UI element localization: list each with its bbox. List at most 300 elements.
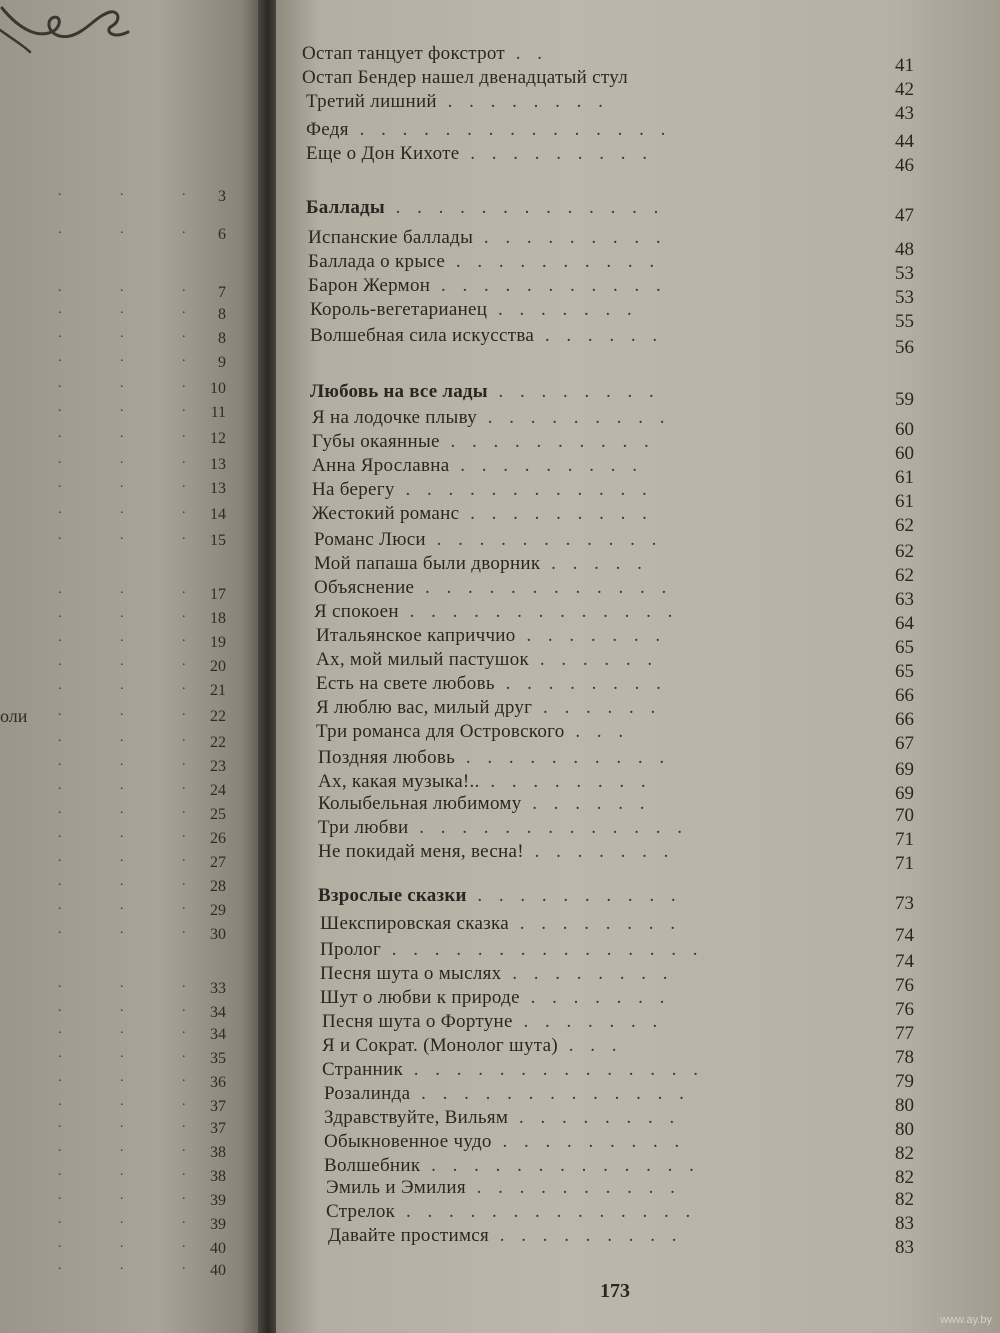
- toc-entry-title: Розалинда: [324, 1083, 411, 1104]
- toc-leader-dots: . . . . . . . . . . .: [436, 529, 663, 550]
- leader-dot: .: [182, 350, 186, 365]
- toc-entry: [318, 792, 914, 826]
- toc-leader-dots: . . . . . . .: [523, 1011, 664, 1032]
- left-page: [0, 0, 262, 1333]
- toc-leader-dots: . . . . . . . . .: [470, 503, 653, 524]
- toc-entry: [308, 274, 914, 308]
- toc-entry: [310, 324, 914, 358]
- leader-dot: .: [120, 630, 124, 645]
- toc-entry: [320, 938, 914, 972]
- toc-entry-title: Волшебник: [324, 1155, 421, 1176]
- toc-entry: [316, 672, 914, 706]
- leader-dot: .: [58, 582, 62, 597]
- leader-dot: .: [120, 1258, 124, 1273]
- toc-entry-title: Я и Сократ. (Монолог шута): [322, 1035, 558, 1056]
- leader-dot: .: [182, 222, 186, 237]
- leader-dot: .: [182, 922, 186, 937]
- leader-dot: .: [182, 898, 186, 913]
- left-page-number: 25: [210, 806, 226, 823]
- toc-entry-page: 42: [895, 79, 914, 100]
- leader-dot: .: [58, 184, 62, 199]
- left-page-number: 7: [218, 284, 226, 301]
- toc-entry: [314, 552, 914, 586]
- left-page-number: 34: [210, 1004, 226, 1021]
- toc-entry-title: Барон Жермон: [308, 275, 431, 296]
- toc-leader-dots: . . .: [568, 1035, 623, 1056]
- leader-dot: .: [58, 898, 62, 913]
- toc-leader-dots: . . . . . . . . . .: [477, 885, 682, 906]
- left-page-number: 21: [210, 682, 226, 699]
- leader-dot: .: [182, 630, 186, 645]
- toc-entry-title: На берегу: [312, 479, 395, 500]
- toc-entry-title: Три романса для Островского: [316, 721, 565, 742]
- left-page-number: 40: [210, 1262, 226, 1279]
- toc-leader-dots: . . . . . . . . . .: [450, 431, 655, 452]
- leader-dot: .: [58, 326, 62, 341]
- toc-entry: [324, 1130, 914, 1164]
- leader-dot: .: [120, 1236, 124, 1251]
- toc-entry-page: 44: [895, 131, 914, 152]
- toc-entry-page: 43: [895, 103, 914, 124]
- toc-entry-title: Песня шута о Фортуне: [322, 1011, 513, 1032]
- leader-dot: .: [58, 1000, 62, 1015]
- toc-entry: [326, 1176, 914, 1210]
- toc-entry-page: 62: [895, 565, 914, 586]
- leader-dot: .: [58, 1070, 62, 1085]
- leader-dot: .: [120, 730, 124, 745]
- leader-dot: .: [182, 452, 186, 467]
- leader-dot: .: [120, 678, 124, 693]
- toc-entry: [326, 1200, 914, 1234]
- leader-dot: .: [120, 704, 124, 719]
- leader-dot: .: [182, 1258, 186, 1273]
- leader-dot: .: [120, 476, 124, 491]
- left-page-number: 14: [210, 506, 226, 523]
- toc-entry: [308, 250, 914, 284]
- toc-entry-title: Странник: [322, 1059, 404, 1080]
- leader-dot: .: [120, 452, 124, 467]
- toc-entry: [312, 406, 914, 440]
- leader-dot: .: [58, 1258, 62, 1273]
- toc-entry-page: 73: [895, 893, 914, 914]
- toc-entry-title: Любовь на все лады: [310, 381, 488, 402]
- leader-dot: .: [58, 678, 62, 693]
- leader-dot: .: [182, 1116, 186, 1131]
- toc-entry-page: 80: [895, 1119, 914, 1140]
- toc-entry-page: 56: [895, 337, 914, 358]
- toc-entry: [312, 454, 914, 488]
- toc-entry-page: 79: [895, 1071, 914, 1092]
- left-page-number: 39: [210, 1216, 226, 1233]
- toc-leader-dots: . . . . . . . . .: [483, 227, 667, 248]
- toc-entry-page: 67: [895, 733, 914, 754]
- leader-dot: .: [58, 704, 62, 719]
- toc-entry-page: 83: [895, 1237, 914, 1258]
- left-page-number: 8: [218, 330, 226, 347]
- toc-entry-title: Король-вегетарианец: [310, 299, 488, 320]
- leader-dot: .: [58, 1046, 62, 1061]
- toc-entry-title: Взрослые сказки: [318, 885, 467, 906]
- left-page-number: 18: [210, 610, 226, 627]
- toc-entry: [312, 430, 914, 464]
- leader-dot: .: [182, 1164, 186, 1179]
- toc-entry-title: Еще о Дон Кихоте: [306, 143, 460, 164]
- toc-leader-dots: . . . . . . . . . . . . .: [431, 1155, 700, 1176]
- leader-dot: .: [120, 1046, 124, 1061]
- left-page-number: 33: [210, 980, 226, 997]
- toc-leader-dots: . . . . . . . . .: [460, 455, 644, 476]
- leader-dot: .: [58, 400, 62, 415]
- toc-leader-dots: . . . . . . . . .: [499, 1225, 683, 1246]
- toc-leader-dots: . . . . . . .: [526, 625, 667, 646]
- toc-entry: [302, 66, 914, 100]
- left-page-number: 29: [210, 902, 226, 919]
- leader-dot: .: [120, 802, 124, 817]
- left-page-number: 38: [210, 1168, 226, 1185]
- leader-dot: .: [120, 222, 124, 237]
- toc-leader-dots: . . . . . . . . . . . . .: [419, 817, 688, 838]
- leader-dot: .: [182, 976, 186, 991]
- toc-entry-page: 63: [895, 589, 914, 610]
- toc-entry-title: Эмиль и Эмилия: [326, 1177, 466, 1198]
- toc-entry-page: 53: [895, 287, 914, 308]
- toc-leader-dots: . . . . . . . .: [519, 913, 681, 934]
- left-page-number: 39: [210, 1192, 226, 1209]
- toc-entry-page: 47: [895, 205, 914, 226]
- leader-dot: .: [120, 922, 124, 937]
- toc-leader-dots: . . .: [575, 721, 630, 742]
- toc-entry: [320, 986, 914, 1020]
- leader-dot: .: [58, 630, 62, 645]
- toc-leader-dots: . . . . . . .: [534, 841, 675, 862]
- leader-dot: .: [120, 426, 124, 441]
- toc-leader-dots: . . . . . . .: [498, 299, 638, 320]
- leader-dot: .: [182, 654, 186, 669]
- leader-dot: .: [120, 528, 124, 543]
- toc-entry: [318, 816, 914, 850]
- leader-dot: .: [58, 452, 62, 467]
- leader-dot: .: [182, 704, 186, 719]
- toc-entry-page: 64: [895, 613, 914, 634]
- toc-entry-title: Есть на свете любовь: [316, 673, 495, 694]
- toc-entry: [306, 142, 914, 176]
- toc-entry: [312, 502, 914, 536]
- leader-dot: .: [58, 350, 62, 365]
- toc-entry: [308, 226, 914, 260]
- leader-dot: .: [182, 582, 186, 597]
- leader-dot: .: [182, 426, 186, 441]
- page-number: 173: [600, 1280, 630, 1302]
- toc-entry-page: 83: [895, 1213, 914, 1234]
- toc-entry-title: Волшебная сила искусства: [310, 325, 535, 346]
- leader-dot: .: [58, 922, 62, 937]
- leader-dot: .: [182, 850, 186, 865]
- leader-dot: .: [120, 1212, 124, 1227]
- toc-entry: [320, 912, 914, 946]
- toc-entry: [318, 746, 914, 780]
- left-page-number: 12: [210, 430, 226, 447]
- left-page-number: 27: [210, 854, 226, 871]
- toc-entry: [320, 962, 914, 996]
- leader-dot: .: [120, 850, 124, 865]
- toc-entry-title: Обыкновенное чудо: [324, 1131, 492, 1152]
- toc-entry: [324, 1106, 914, 1140]
- leader-dot: .: [182, 376, 186, 391]
- leader-dot: .: [120, 326, 124, 341]
- left-page-number: 8: [218, 306, 226, 323]
- watermark: www.ay.by: [940, 1314, 992, 1326]
- left-page-number: 37: [210, 1120, 226, 1137]
- toc-entry: [306, 118, 914, 152]
- toc-leader-dots: . . . . . . . .: [498, 381, 660, 402]
- leader-dot: .: [182, 754, 186, 769]
- leader-dot: .: [182, 874, 186, 889]
- leader-dot: .: [182, 826, 186, 841]
- left-page-number: 34: [210, 1026, 226, 1043]
- left-page-number: 19: [210, 634, 226, 651]
- leader-dot: .: [182, 400, 186, 415]
- leader-dot: .: [120, 302, 124, 317]
- leader-dot: .: [58, 802, 62, 817]
- toc-entry-title: Не покидай меня, весна!: [318, 841, 524, 862]
- toc-leader-dots: . . . . . . . . . . . . . .: [405, 1201, 697, 1222]
- toc-entry-page: 61: [895, 467, 914, 488]
- leader-dot: .: [58, 426, 62, 441]
- toc-leader-dots: . . . . . . . . . .: [465, 747, 671, 768]
- toc-section-heading: [306, 196, 914, 226]
- leader-dot: .: [120, 1140, 124, 1155]
- toc-entry-page: 65: [895, 637, 914, 658]
- leader-dot: .: [182, 326, 186, 341]
- leader-dot: .: [58, 606, 62, 621]
- toc-entry-title: Губы окаянные: [312, 431, 440, 452]
- left-page-text-fragment: оли: [0, 706, 28, 726]
- toc-entry-page: 69: [895, 759, 914, 780]
- toc-entry: [316, 624, 914, 658]
- toc-entry-page: 78: [895, 1047, 914, 1068]
- leader-dot: .: [58, 654, 62, 669]
- toc-entry: [310, 298, 914, 332]
- toc-leader-dots: . . . . . . . . .: [487, 407, 671, 428]
- left-page-number: 20: [210, 658, 226, 675]
- toc-leader-dots: . . . . . . . . . .: [476, 1177, 681, 1198]
- leader-dot: .: [58, 826, 62, 841]
- left-page-number: 30: [210, 926, 226, 943]
- toc-entry-title: Остап танцует фокстрот: [302, 43, 506, 64]
- toc-entry-page: 74: [895, 925, 914, 946]
- toc-entry-title: Здравствуйте, Вильям: [324, 1107, 509, 1128]
- left-page-number: 22: [210, 734, 226, 751]
- toc-entry-page: 69: [895, 783, 914, 804]
- toc-leader-dots: . . . . . . .: [530, 987, 671, 1008]
- leader-dot: .: [58, 302, 62, 317]
- left-page-number: 23: [210, 758, 226, 775]
- toc-entry: [318, 840, 914, 874]
- leader-dot: .: [120, 778, 124, 793]
- toc-entry: [322, 1010, 914, 1044]
- leader-dot: .: [182, 302, 186, 317]
- leader-dot: .: [182, 476, 186, 491]
- toc-entry-page: 77: [895, 1023, 914, 1044]
- toc-entry-title: Третий лишний: [306, 91, 437, 112]
- toc-entry-page: 71: [895, 853, 914, 874]
- toc-entry-page: 70: [895, 805, 914, 826]
- toc-entry: [314, 528, 914, 562]
- leader-dot: .: [120, 754, 124, 769]
- leader-dot: .: [120, 976, 124, 991]
- toc-entry: [306, 90, 914, 124]
- toc-entry-title: Ах, мой милый пастушок: [316, 649, 530, 670]
- toc-entry: [302, 42, 914, 76]
- leader-dot: .: [120, 1094, 124, 1109]
- leader-dot: .: [182, 1022, 186, 1037]
- toc-entry-title: Я на лодочке плыву: [312, 407, 478, 428]
- leader-dot: .: [58, 754, 62, 769]
- toc-section-heading: [318, 884, 914, 914]
- toc-leader-dots: . . . . . . . .: [505, 673, 667, 694]
- leader-dot: .: [58, 850, 62, 865]
- left-page-number: 13: [210, 456, 226, 473]
- toc-leader-dots: . . . . . .: [543, 697, 662, 718]
- left-page-number: 6: [218, 226, 226, 243]
- leader-dot: .: [182, 730, 186, 745]
- toc-leader-dots: . . . . . .: [539, 649, 659, 670]
- toc-leader-dots: . . . . . . . .: [490, 771, 652, 792]
- toc-entry-title: Стрелок: [326, 1201, 396, 1222]
- toc-leader-dots: . . . . . . . . . . . . . . .: [391, 939, 704, 960]
- leader-dot: .: [58, 222, 62, 237]
- toc-leader-dots: . . . . . . . . . . . . . .: [413, 1059, 705, 1080]
- toc-entry-title: Итальянское каприччио: [316, 625, 516, 646]
- left-page-number: 36: [210, 1074, 226, 1091]
- toc-leader-dots: . .: [515, 43, 549, 64]
- toc-entry-title: Песня шута о мыслях: [320, 963, 502, 984]
- toc-leader-dots: . . . . . . . . . . .: [441, 275, 667, 296]
- toc-entry-title: Объяснение: [314, 577, 415, 598]
- leader-dot: .: [58, 1188, 62, 1203]
- leader-dot: .: [182, 1212, 186, 1227]
- leader-dot: .: [120, 280, 124, 295]
- toc-entry-title: Романс Люси: [314, 529, 426, 550]
- leader-dot: .: [120, 1000, 124, 1015]
- leader-dot: .: [182, 778, 186, 793]
- leader-dot: .: [120, 400, 124, 415]
- leader-dot: .: [182, 502, 186, 517]
- handwriting-scribble-icon: [0, 0, 140, 80]
- toc-entry-page: 66: [895, 709, 914, 730]
- toc-entry: [322, 1034, 914, 1068]
- toc-leader-dots: . . . . . . . . . . . .: [425, 577, 673, 598]
- leader-dot: .: [120, 502, 124, 517]
- toc-leader-dots: . . . . . . . . .: [502, 1131, 686, 1152]
- toc-entry-title: Баллады: [306, 197, 385, 218]
- toc-leader-dots: . . . . .: [551, 553, 648, 574]
- leader-dot: .: [58, 730, 62, 745]
- left-page-number: 13: [210, 480, 226, 497]
- toc-entry-page: 60: [895, 419, 914, 440]
- left-page-number: 9: [218, 354, 226, 371]
- leader-dot: .: [120, 376, 124, 391]
- leader-dot: .: [182, 184, 186, 199]
- leader-dot: .: [182, 1140, 186, 1155]
- toc-entry-page: 76: [895, 975, 914, 996]
- toc-entry-title: Анна Ярославна: [312, 455, 450, 476]
- left-page-number: 40: [210, 1240, 226, 1257]
- toc-entry-page: 74: [895, 951, 914, 972]
- toc-leader-dots: . . . . . . . . . . . . . . .: [359, 119, 672, 140]
- leader-dot: .: [182, 1094, 186, 1109]
- toc-entry-title: Шут о любви к природе: [320, 987, 520, 1008]
- leader-dot: .: [120, 1022, 124, 1037]
- toc-entry-page: 60: [895, 443, 914, 464]
- toc-entry-page: 82: [895, 1143, 914, 1164]
- toc-entry: [316, 696, 914, 730]
- toc-leader-dots: . . . . . . . . .: [470, 143, 653, 164]
- leader-dot: .: [182, 802, 186, 817]
- toc-section-heading: [310, 380, 914, 410]
- leader-dot: .: [58, 502, 62, 517]
- toc-entry-title: Испанские баллады: [308, 227, 474, 248]
- leader-dot: .: [120, 582, 124, 597]
- leader-dot: .: [58, 1094, 62, 1109]
- toc-entry-title: Остап Бендер нашел двенадцатый стул: [302, 67, 629, 88]
- toc-leader-dots: . . . . . . . .: [518, 1107, 681, 1128]
- toc-entry-page: 82: [895, 1189, 914, 1210]
- leader-dot: .: [58, 1140, 62, 1155]
- toc-entry: [312, 478, 914, 512]
- left-page-number: 22: [210, 708, 226, 725]
- left-page-number: 17: [210, 586, 226, 603]
- left-page-number: 24: [210, 782, 226, 799]
- leader-dot: .: [58, 280, 62, 295]
- leader-dot: .: [120, 350, 124, 365]
- toc-entry: [322, 1058, 914, 1092]
- left-page-number: 35: [210, 1050, 226, 1067]
- leader-dot: .: [58, 1212, 62, 1227]
- toc-entry-page: 48: [895, 239, 914, 260]
- toc-entry-page: 59: [895, 389, 914, 410]
- toc-entry: [328, 1224, 914, 1258]
- toc-leader-dots: . . . . . . . . . . . .: [405, 479, 653, 500]
- leader-dot: .: [120, 184, 124, 199]
- toc-entry-title: Три любви: [318, 817, 409, 838]
- toc-entry-page: 76: [895, 999, 914, 1020]
- leader-dot: .: [58, 1022, 62, 1037]
- leader-dot: .: [120, 606, 124, 621]
- toc-entry-page: 62: [895, 515, 914, 536]
- toc-leader-dots: . . . . . . . . . . . . .: [421, 1083, 690, 1104]
- leader-dot: .: [120, 826, 124, 841]
- toc-entry-page: 80: [895, 1095, 914, 1116]
- toc-entry: [314, 600, 914, 634]
- leader-dot: .: [58, 976, 62, 991]
- toc-leader-dots: . . . . . .: [532, 793, 651, 814]
- toc-entry: [314, 576, 914, 610]
- toc-entry-title: Баллада о крысе: [308, 251, 446, 272]
- left-page-number: 3: [218, 188, 226, 205]
- toc-entry-page: 55: [895, 311, 914, 332]
- leader-dot: .: [182, 528, 186, 543]
- toc-entry-title: Я люблю вас, милый друг: [316, 697, 533, 718]
- leader-dot: .: [182, 280, 186, 295]
- leader-dot: .: [58, 476, 62, 491]
- leader-dot: .: [120, 898, 124, 913]
- leader-dot: .: [58, 1236, 62, 1251]
- toc-entry-title: Давайте простимся: [328, 1225, 490, 1246]
- leader-dot: .: [120, 1070, 124, 1085]
- toc-entry-title: Жестокий романс: [312, 503, 460, 524]
- left-page-number: 38: [210, 1144, 226, 1161]
